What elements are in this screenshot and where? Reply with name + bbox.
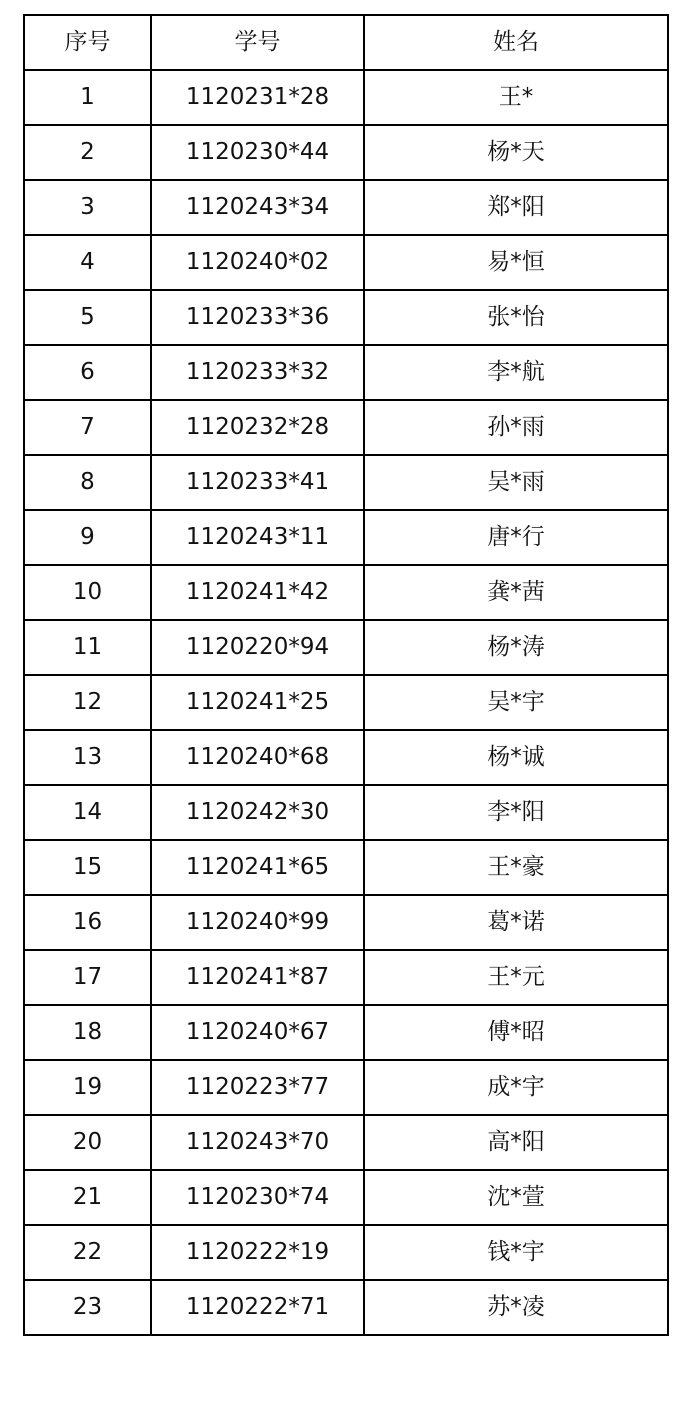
table-row bbox=[24, 1170, 668, 1225]
cell-student-id: 1120241*65 bbox=[151, 840, 364, 895]
cell-name: 苏*凌 bbox=[364, 1280, 668, 1335]
cell-index: 20 bbox=[24, 1115, 151, 1170]
cell-student-id: 1120222*19 bbox=[151, 1225, 364, 1280]
cell-name: 王*元 bbox=[364, 950, 668, 1005]
cell-student-id: 1120233*36 bbox=[151, 290, 364, 345]
cell-student-id: 1120241*42 bbox=[151, 565, 364, 620]
table-row bbox=[24, 290, 668, 345]
cell-index: 9 bbox=[24, 510, 151, 565]
cell-index: 10 bbox=[24, 565, 151, 620]
cell-index: 7 bbox=[24, 400, 151, 455]
cell-student-id: 1120231*28 bbox=[151, 70, 364, 125]
cell-student-id: 1120240*99 bbox=[151, 895, 364, 950]
cell-name: 张*怡 bbox=[364, 290, 668, 345]
student-list-table bbox=[23, 14, 669, 1336]
cell-student-id: 1120233*41 bbox=[151, 455, 364, 510]
cell-student-id: 1120241*25 bbox=[151, 675, 364, 730]
cell-index: 4 bbox=[24, 235, 151, 290]
cell-index: 23 bbox=[24, 1280, 151, 1335]
cell-index: 1 bbox=[24, 70, 151, 125]
cell-name: 成*宇 bbox=[364, 1060, 668, 1115]
header-cell-name: 姓名 bbox=[364, 15, 668, 70]
cell-index: 2 bbox=[24, 125, 151, 180]
cell-index: 18 bbox=[24, 1005, 151, 1060]
table-row bbox=[24, 730, 668, 785]
table-row bbox=[24, 345, 668, 400]
cell-index: 13 bbox=[24, 730, 151, 785]
cell-student-id: 1120240*02 bbox=[151, 235, 364, 290]
cell-index: 21 bbox=[24, 1170, 151, 1225]
cell-name: 杨*诚 bbox=[364, 730, 668, 785]
cell-student-id: 1120243*70 bbox=[151, 1115, 364, 1170]
cell-student-id: 1120240*67 bbox=[151, 1005, 364, 1060]
cell-student-id: 1120230*74 bbox=[151, 1170, 364, 1225]
cell-student-id: 1120223*77 bbox=[151, 1060, 364, 1115]
cell-name: 沈*萱 bbox=[364, 1170, 668, 1225]
cell-student-id: 1120232*28 bbox=[151, 400, 364, 455]
cell-student-id: 1120240*68 bbox=[151, 730, 364, 785]
table-row bbox=[24, 1005, 668, 1060]
table-row bbox=[24, 400, 668, 455]
header-cell-index: 序号 bbox=[24, 15, 151, 70]
cell-index: 14 bbox=[24, 785, 151, 840]
table-row bbox=[24, 950, 668, 1005]
table-row bbox=[24, 1225, 668, 1280]
cell-name: 李*阳 bbox=[364, 785, 668, 840]
cell-name: 杨*天 bbox=[364, 125, 668, 180]
cell-index: 17 bbox=[24, 950, 151, 1005]
cell-index: 11 bbox=[24, 620, 151, 675]
cell-index: 22 bbox=[24, 1225, 151, 1280]
table-row bbox=[24, 565, 668, 620]
cell-student-id: 1120233*32 bbox=[151, 345, 364, 400]
cell-name: 郑*阳 bbox=[364, 180, 668, 235]
table-row bbox=[24, 895, 668, 950]
cell-name: 葛*诺 bbox=[364, 895, 668, 950]
cell-name: 吴*宇 bbox=[364, 675, 668, 730]
cell-index: 5 bbox=[24, 290, 151, 345]
cell-student-id: 1120222*71 bbox=[151, 1280, 364, 1335]
cell-name: 王* bbox=[364, 70, 668, 125]
cell-index: 16 bbox=[24, 895, 151, 950]
header-row bbox=[24, 15, 668, 70]
cell-name: 王*豪 bbox=[364, 840, 668, 895]
table-row bbox=[24, 510, 668, 565]
cell-name: 龚*茜 bbox=[364, 565, 668, 620]
cell-student-id: 1120241*87 bbox=[151, 950, 364, 1005]
cell-name: 高*阳 bbox=[364, 1115, 668, 1170]
table-header bbox=[24, 15, 668, 70]
table-row bbox=[24, 70, 668, 125]
cell-index: 6 bbox=[24, 345, 151, 400]
cell-name: 唐*行 bbox=[364, 510, 668, 565]
header-cell-student-id: 学号 bbox=[151, 15, 364, 70]
table-row bbox=[24, 235, 668, 290]
table-row bbox=[24, 455, 668, 510]
table-body bbox=[24, 70, 668, 1335]
student-list-table-container bbox=[23, 14, 669, 1336]
cell-name: 孙*雨 bbox=[364, 400, 668, 455]
cell-student-id: 1120243*11 bbox=[151, 510, 364, 565]
cell-student-id: 1120230*44 bbox=[151, 125, 364, 180]
table-row bbox=[24, 180, 668, 235]
cell-index: 3 bbox=[24, 180, 151, 235]
cell-student-id: 1120242*30 bbox=[151, 785, 364, 840]
cell-name: 李*航 bbox=[364, 345, 668, 400]
cell-name: 杨*涛 bbox=[364, 620, 668, 675]
table-row bbox=[24, 675, 668, 730]
cell-name: 易*恒 bbox=[364, 235, 668, 290]
cell-index: 8 bbox=[24, 455, 151, 510]
table-row bbox=[24, 1115, 668, 1170]
cell-index: 12 bbox=[24, 675, 151, 730]
cell-index: 15 bbox=[24, 840, 151, 895]
cell-student-id: 1120220*94 bbox=[151, 620, 364, 675]
cell-name: 吴*雨 bbox=[364, 455, 668, 510]
cell-name: 钱*宇 bbox=[364, 1225, 668, 1280]
cell-name: 傅*昭 bbox=[364, 1005, 668, 1060]
table-row bbox=[24, 840, 668, 895]
table-row bbox=[24, 1280, 668, 1335]
cell-index: 19 bbox=[24, 1060, 151, 1115]
table-row bbox=[24, 125, 668, 180]
table-row bbox=[24, 620, 668, 675]
table-row bbox=[24, 785, 668, 840]
table-row bbox=[24, 1060, 668, 1115]
cell-student-id: 1120243*34 bbox=[151, 180, 364, 235]
